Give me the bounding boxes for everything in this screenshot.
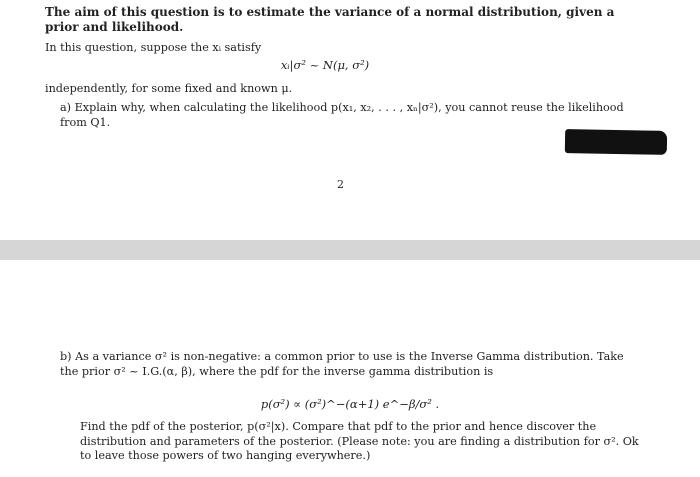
redaction-mark — [565, 129, 667, 155]
document-page-2 — [0, 260, 700, 477]
prior-pdf-equation: p(σ²) ∝ (σ²)^−(α+1) e^−β/σ² . — [260, 397, 440, 411]
independence-text: independently, for some fixed and known μ. — [45, 82, 293, 95]
part-b-intro: b) As a variance σ² is non-negative: a common prior to use is the Inverse Gamma distribution. Take the prior σ² ~ I.G.(α, β), where the pdf for the inverse gamma distribution is — [60, 350, 624, 378]
page-number: 2 — [337, 178, 344, 191]
part-b-task: Find the pdf of the posterior, p(σ²|x). Compare that pdf to the prior and hence discover the distribution and parameters of the posterior. (Please note: you are finding a distribution for σ². Ok to leave those powers of two hanging everywhere.) — [80, 420, 639, 462]
intro-text: In this question, suppose the xᵢ satisfy — [45, 41, 262, 54]
question-title: The aim of this question is to estimate the variance of a normal distribution, given a prior and likelihood. — [45, 5, 615, 34]
model-equation: xᵢ|σ² ~ N(μ, σ²) — [280, 58, 370, 72]
part-a-question: a) Explain why, when calculating the likelihood p(x₁, x₂, . . . , xₙ|σ²), you cannot reuse the likelihood from Q1. — [60, 101, 624, 129]
page-separator — [0, 240, 700, 260]
